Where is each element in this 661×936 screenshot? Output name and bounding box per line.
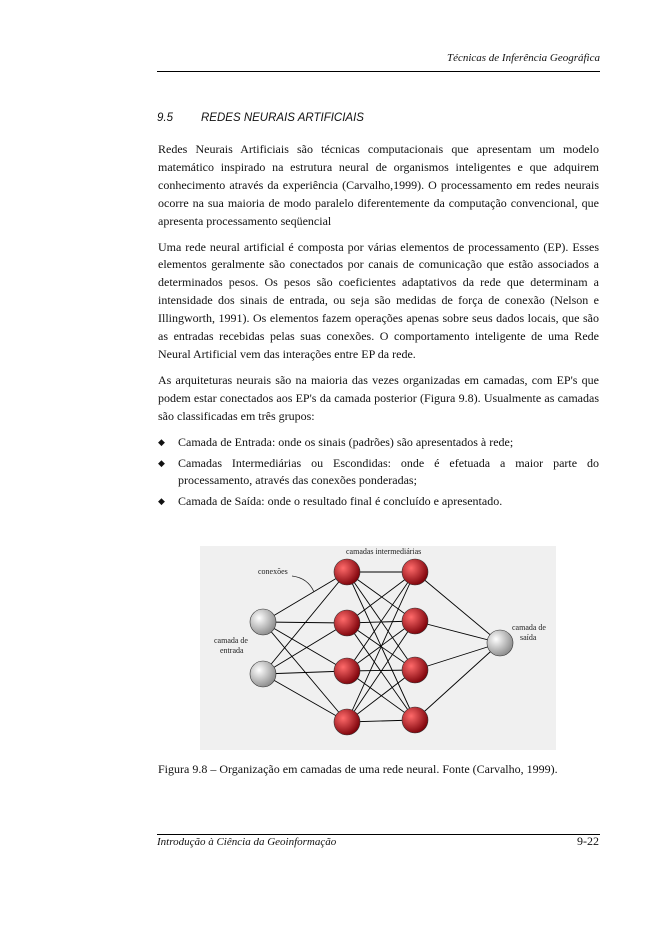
hidden-node bbox=[402, 559, 428, 585]
running-header: Técnicas de Inferência Geográfica bbox=[446, 52, 600, 64]
list-item-text: Camadas Intermediárias ou Escondidas: onde é efetuada a maior parte do processamento, através das conexões ponderadas; bbox=[178, 455, 599, 488]
input-node bbox=[250, 661, 276, 687]
paragraph: Uma rede neural artificial é composta por várias elementos de processamento (EP). Esses elementos geralmente são conectados por canais de comunicação que estão associados a determinados pesos. Os pesos são coeficientes adaptativos da rede que determinam a intensidade dos sinais de entrada, ou seja são medidas de força de conexão (Nelson e Illingworth, 1991). Os elementos fazem operações apenas sobre seus dados locais, que são as entradas recebidas pelas suas conexões. O comportamento inteligente de uma Rede Neural Artificial vem das interações entre EP da rede. bbox=[158, 239, 599, 361]
hidden-node bbox=[402, 657, 428, 683]
input-layer-label-line1: camada de bbox=[214, 636, 248, 645]
connection-edges bbox=[263, 572, 500, 722]
bullet-icon: ◆ bbox=[158, 457, 165, 468]
connections-label: conexões bbox=[258, 567, 288, 576]
bullet-icon: ◆ bbox=[158, 496, 165, 507]
footer-rule bbox=[157, 834, 600, 835]
input-node bbox=[250, 609, 276, 635]
list-item bbox=[158, 493, 599, 511]
connection-edge bbox=[415, 643, 500, 720]
body-text bbox=[158, 141, 599, 514]
connection-edge bbox=[263, 622, 347, 671]
connection-edge bbox=[415, 643, 500, 670]
page-number: 9-22 bbox=[577, 834, 599, 848]
connection-edge bbox=[263, 623, 347, 674]
section-title: REDES NEURAIS ARTIFICIAIS bbox=[201, 112, 364, 124]
connection-edge bbox=[263, 572, 347, 622]
hidden-node bbox=[402, 707, 428, 733]
neural-network-figure bbox=[200, 546, 556, 750]
hidden-node bbox=[402, 608, 428, 634]
list-item-text: Camada de Entrada: onde os sinais (padrões) são apresentados à rede; bbox=[178, 434, 514, 449]
section-number: 9.5 bbox=[157, 112, 173, 124]
paragraph: As arquiteturas neurais são na maioria das vezes organizadas em camadas, com EP's que podem estar conectados aos EP's da camada posterior (Figura 9.8). Usualmente as camadas são classificadas em três grupos: bbox=[158, 372, 599, 423]
connection-edge bbox=[263, 674, 347, 722]
figure-caption: Figura 9.8 – Organização em camadas de uma rede neural. Fonte (Carvalho, 1999). bbox=[158, 762, 558, 776]
paragraph: Redes Neurais Artificiais são técnicas computacionais que apresentam um modelo matemático inspirado na estrutura neural de organismos inteligentes e que adquirem conhecimento através da experiência (Carvalho,1999). O processamento em redes neurais ocorre na sua maioria de modo paralelo diferentemente da computação convencional, que apresenta processamento seqüencial bbox=[158, 142, 599, 228]
list-item-text: Camada de Saída: onde o resultado final é concluído e apresentado. bbox=[178, 494, 503, 509]
output-node bbox=[487, 630, 513, 656]
connections-pointer bbox=[292, 576, 314, 592]
section-heading bbox=[157, 112, 364, 124]
layer-list bbox=[158, 434, 599, 512]
header-rule bbox=[157, 71, 600, 72]
hidden-node bbox=[334, 709, 360, 735]
output-layer-label-line1: camada de bbox=[512, 623, 546, 632]
neural-network-diagram bbox=[200, 546, 556, 750]
hidden-node bbox=[334, 658, 360, 684]
output-layer-label-line2: saída bbox=[520, 633, 537, 642]
list-item bbox=[158, 455, 599, 491]
footer-book-title: Introdução à Ciência da Geoinformação bbox=[157, 836, 337, 848]
hidden-layers-label: camadas intermediárias bbox=[346, 547, 422, 556]
bullet-icon: ◆ bbox=[158, 436, 165, 447]
hidden-node bbox=[334, 610, 360, 636]
input-layer-label-line2: entrada bbox=[220, 646, 244, 655]
list-item bbox=[158, 434, 599, 452]
hidden-node bbox=[334, 559, 360, 585]
